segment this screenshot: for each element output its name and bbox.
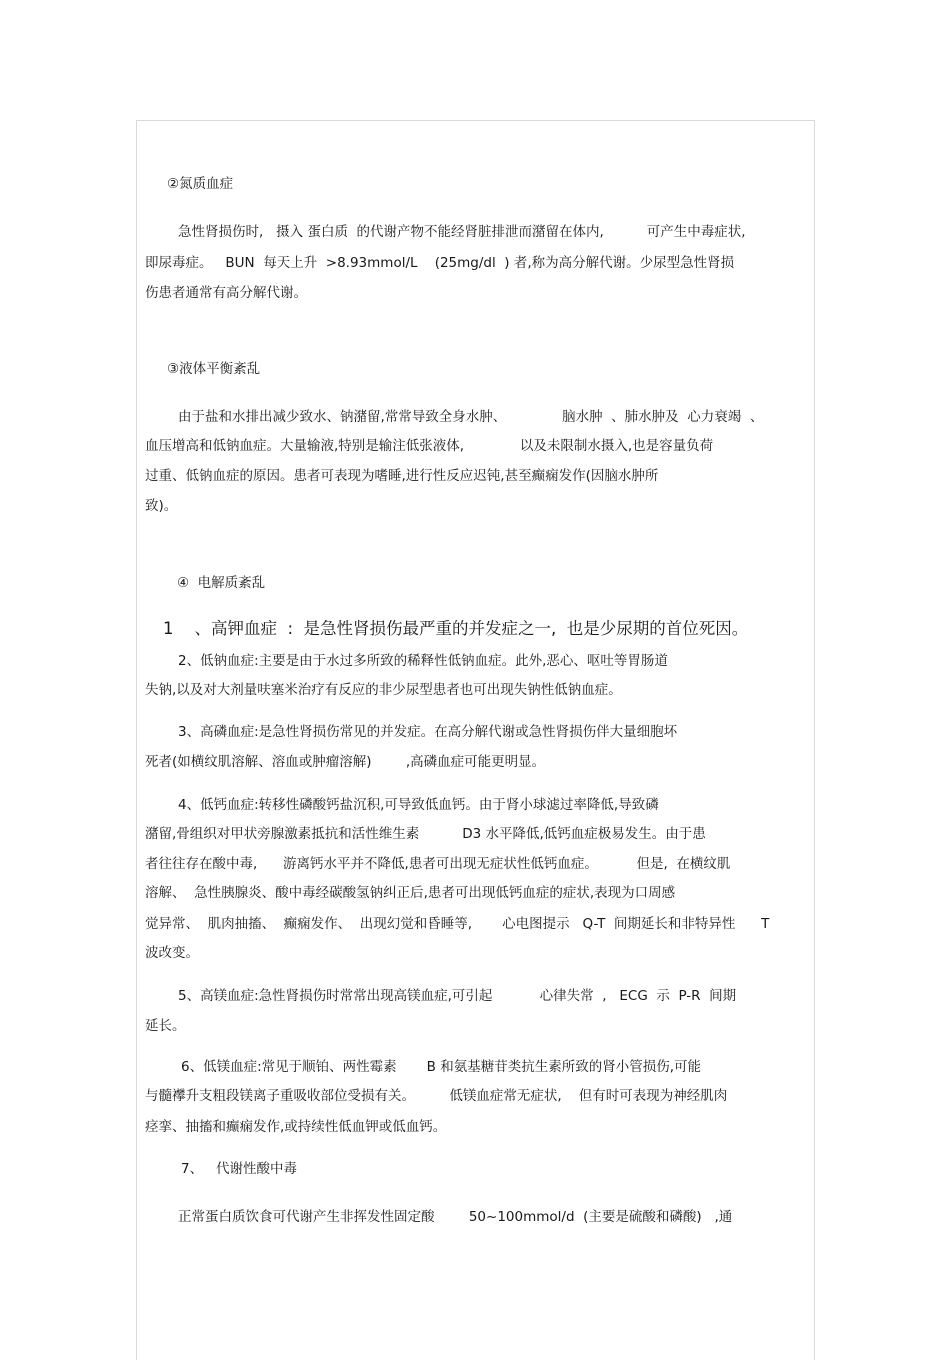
list-item-hyponatremia: 2、低钠血症:主要是由于水过多所致的稀释性低钠血症。此外,恶心、呕吐等胃肠道 [178, 653, 668, 669]
paragraph-line: 觉异常、 肌肉抽搐、 癫痫发作、 出现幻觉和昏睡等, 心电图提示 Q-T 间期延长和非特异性 T [145, 916, 770, 932]
paragraph-line: 死者(如横纹肌溶解、溶血或肿瘤溶解) ,高磷血症可能更明显。 [145, 754, 546, 770]
list-item-hyperphosphatemia: 3、高磷血症:是急性肾损伤常见的并发症。在高分解代谢或急性肾损伤伴大量细胞坏 [178, 724, 678, 740]
list-item-hypocalcemia: 4、低钙血症:转移性磷酸钙盐沉积,可导致低血钙。由于肾小球滤过率降低,导致磷 [178, 797, 659, 813]
heading-fluid-imbalance: ③液体平衡紊乱 [167, 361, 261, 377]
paragraph-line: 由于盐和水排出减少致水、钠潴留,常常导致全身水肿、 脑水肿 、肺水肿及 心力衰竭 、 [178, 409, 764, 425]
paragraph-line: 过重、低钠血症的原因。患者可表现为嗜睡,进行性反应迟钝,甚至癫痫发作(因脑水肿所 [145, 468, 659, 484]
paragraph-line: 致)。 [145, 498, 178, 514]
list-item-hypomagnesemia: 6、低镁血症:常见于顺铂、两性霉素 B 和氨基糖苷类抗生素所致的肾小管损伤,可能 [181, 1059, 702, 1075]
paragraph-line: 伤患者通常有高分解代谢。 [145, 285, 307, 301]
paragraph-line: 急性肾损伤时, 摄入 蛋白质 的代谢产物不能经肾脏排泄而潴留在体内, 可产生中毒症状, [178, 224, 746, 240]
paragraph-line: 痉挛、抽搐和癫痫发作,或持续性低血钾或低血钙。 [145, 1119, 447, 1135]
heading-electrolyte-disorder: ④ 电解质紊乱 [177, 575, 266, 591]
paragraph-line: 溶解、 急性胰腺炎、酸中毒经碳酸氢钠纠正后,患者可出现低钙血症的症状,表现为口周感 [145, 885, 676, 901]
list-item-hypermagnesemia: 5、高镁血症:急性肾损伤时常常出现高镁血症,可引起 心律失常 , ECG 示 P-R 间期 [178, 988, 737, 1004]
paragraph-line: 者往往存在酸中毒, 游离钙水平并不降低,患者可出现无症状性低钙血症。 但是, 在横纹肌 [145, 856, 731, 872]
paragraph-line: 血压增高和低钠血症。大量输液,特别是输注低张液体, 以及未限制水摄入,也是容量负荷 [145, 438, 714, 454]
list-item-hyperkalemia: 1 、高钾血症 : 是急性肾损伤最严重的并发症之一, 也是少尿期的首位死因。 [163, 619, 749, 638]
paragraph-line: 波改变。 [145, 945, 199, 961]
paragraph-line: 失钠,以及对大剂量呋塞米治疗有反应的非少尿型患者也可出现失钠性低钠血症。 [145, 682, 622, 698]
paragraph-line: 即尿毒症。 BUN 每天上升 >8.93mmol/L (25mg/dl ) 者,称为高分解代谢。少尿型急性肾损 [145, 255, 735, 271]
paragraph-line: 潴留,骨组织对甲状旁腺激素抵抗和活性维生素 D3 水平降低,低钙血症极易发生。由于患 [145, 826, 706, 842]
heading-azotemia: ②氮质血症 [167, 176, 234, 192]
list-item-metabolic-acidosis: 7、 代谢性酸中毒 [181, 1161, 297, 1177]
paragraph-line: 正常蛋白质饮食可代谢产生非挥发性固定酸 50~100mmol/d (主要是硫酸和磷酸) ,通 [178, 1209, 733, 1225]
paragraph-line: 与髓襻升支粗段镁离子重吸收部位受损有关。 低镁血症常无症状, 但有时可表现为神经肌肉 [145, 1088, 728, 1104]
paragraph-line: 延长。 [145, 1018, 186, 1034]
